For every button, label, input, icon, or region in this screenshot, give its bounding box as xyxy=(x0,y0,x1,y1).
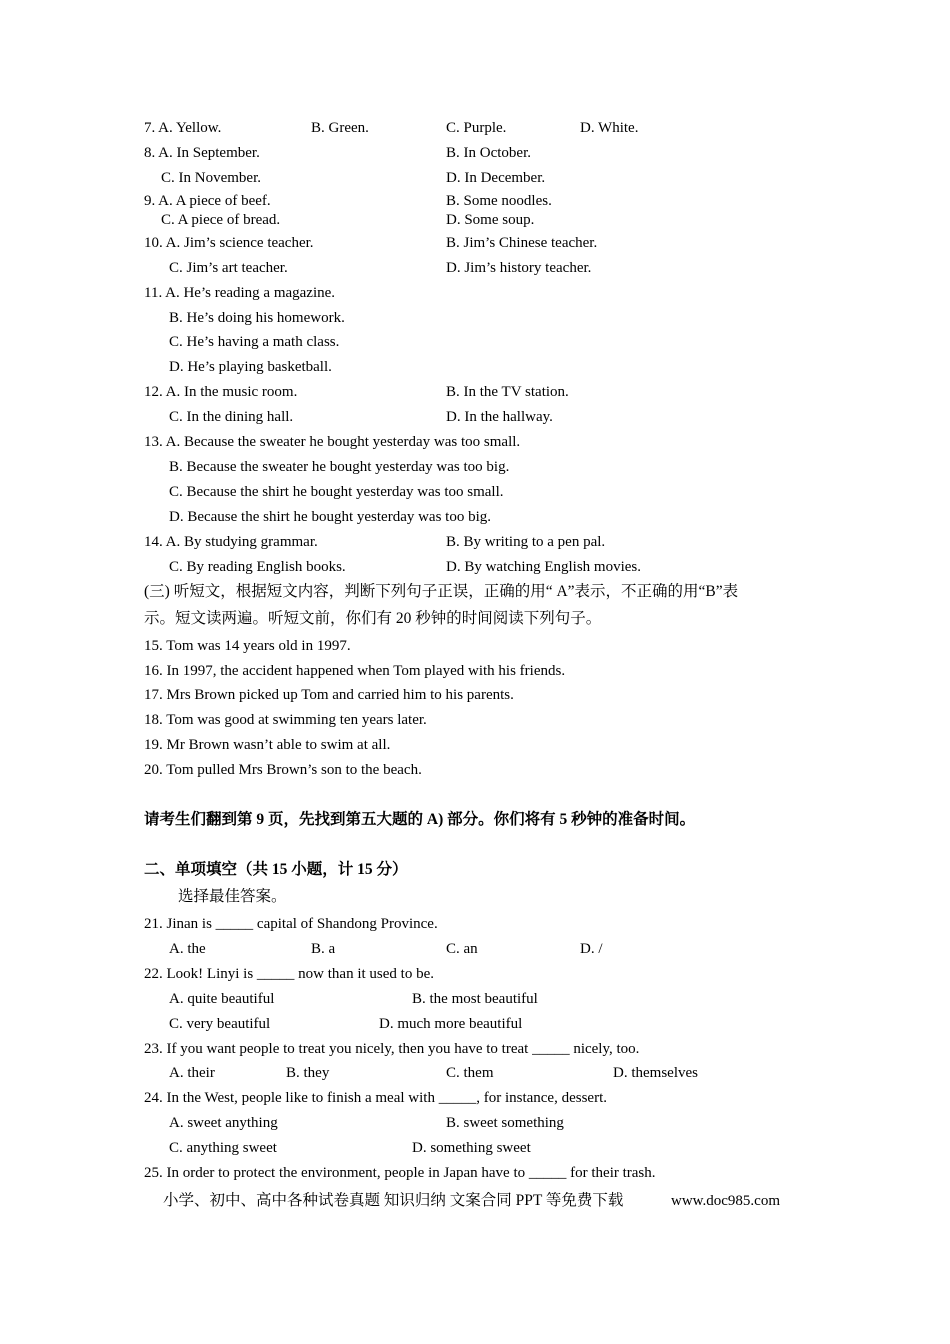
q23-stem: 23. If you want people to treat you nicely, then you have to treat _____ nicely, too. xyxy=(144,1041,640,1057)
q12-option-b: B. In the TV station. xyxy=(446,384,569,400)
q22-option-c: C. very beautiful xyxy=(169,1016,271,1032)
q7-option-d: D. White. xyxy=(580,120,639,136)
q13-option-a: 13. A. Because the sweater he bought yesterday was too small. xyxy=(144,434,521,450)
footer-website-link[interactable]: www.doc985.com xyxy=(671,1193,781,1209)
q12-option-d: D. In the hallway. xyxy=(446,409,553,425)
q24-option-d: D. something sweet xyxy=(412,1140,531,1156)
q11-option-d: D. He’s playing basketball. xyxy=(169,359,332,375)
part3-instruction-line2: 示。短文读两遍。听短文前，你们有 20 秒钟的时间阅读下列句子。 xyxy=(144,610,602,627)
tf-statement: 17. Mrs Brown picked up Tom and carried him to his parents. xyxy=(144,687,514,703)
q25-stem: 25. In order to protect the environment, people in Japan have to _____ for their trash. xyxy=(144,1165,656,1181)
q12-option-a: 12. A. In the music room. xyxy=(144,384,298,400)
q14-option-b: B. By writing to a pen pal. xyxy=(446,534,606,550)
q8-option-b: B. In October. xyxy=(446,145,531,161)
footer-promo-text: 小学、初中、高中各种试卷真题 知识归纳 文案合同 PPT 等免费下载 xyxy=(163,1192,624,1209)
q23-option-c: C. them xyxy=(446,1065,494,1081)
q21-option-b: B. a xyxy=(311,941,336,957)
q22-option-b: B. the most beautiful xyxy=(412,991,538,1007)
q23-option-d: D. themselves xyxy=(613,1065,698,1081)
part3-instruction-line1: (三) 听短文，根据短文内容，判断下列句子正误，正确的用“ A”表示，不正确的用“B”表 xyxy=(144,583,739,600)
section-2-title: 二、单项填空（共 15 小题，计 15 分） xyxy=(144,861,408,878)
q23-option-b: B. they xyxy=(286,1065,330,1081)
q24-option-c: C. anything sweet xyxy=(169,1140,277,1156)
q9-option-b: B. Some noodles. xyxy=(446,193,552,209)
q9-option-c: C. A piece of bread. xyxy=(161,212,281,228)
q10-option-d: D. Jim’s history teacher. xyxy=(446,260,592,276)
q24-option-b: B. sweet something xyxy=(446,1115,564,1131)
q22-stem: 22. Look! Linyi is _____ now than it used to be. xyxy=(144,966,434,982)
q13-option-d: D. Because the shirt he bought yesterday was too big. xyxy=(169,509,492,525)
q9-option-d: D. Some soup. xyxy=(446,212,535,228)
q21-stem: 21. Jinan is _____ capital of Shandong Province. xyxy=(144,916,438,932)
q22-option-d: D. much more beautiful xyxy=(379,1016,523,1032)
q21-option-a: A. the xyxy=(169,941,206,957)
q21-option-d: D. / xyxy=(580,941,603,957)
turn-page-notice: 请考生们翻到第 9 页，先找到第五大题的 A) 部分。你们将有 5 秒钟的准备时间。 xyxy=(144,811,696,828)
q7-option-c: C. Purple. xyxy=(446,120,507,136)
q22-option-a: A. quite beautiful xyxy=(169,991,275,1007)
q14-option-a: 14. A. By studying grammar. xyxy=(144,534,318,550)
q10-option-a: 10. A. Jim’s science teacher. xyxy=(144,235,314,251)
q12-option-c: C. In the dining hall. xyxy=(169,409,294,425)
q24-option-a: A. sweet anything xyxy=(169,1115,278,1131)
q11-option-c: C. He’s having a math class. xyxy=(169,334,340,350)
tf-statement: 16. In 1997, the accident happened when Tom played with his friends. xyxy=(144,663,566,679)
tf-statement: 19. Mr Brown wasn’t able to swim at all. xyxy=(144,737,391,753)
q24-stem: 24. In the West, people like to finish a meal with _____, for instance, dessert. xyxy=(144,1090,607,1106)
q7-option-b: B. Green. xyxy=(311,120,369,136)
q23-option-a: A. their xyxy=(169,1065,215,1081)
q13-option-b: B. Because the sweater he bought yesterday was too big. xyxy=(169,459,510,475)
tf-statement: 15. Tom was 14 years old in 1997. xyxy=(144,638,351,654)
q11-option-b: B. He’s doing his homework. xyxy=(169,310,345,326)
tf-statement: 20. Tom pulled Mrs Brown’s son to the beach. xyxy=(144,762,422,778)
q21-option-c: C. an xyxy=(446,941,478,957)
q11-option-a: 11. A. He’s reading a magazine. xyxy=(144,285,336,301)
q8-option-d: D. In December. xyxy=(446,170,546,186)
q9-option-a: 9. A. A piece of beef. xyxy=(144,193,271,209)
tf-statement: 18. Tom was good at swimming ten years later. xyxy=(144,712,427,728)
q13-option-c: C. Because the shirt he bought yesterday was too small. xyxy=(169,484,504,500)
section-2-instruction: 选择最佳答案。 xyxy=(178,888,287,905)
q14-option-d: D. By watching English movies. xyxy=(446,559,641,575)
q8-option-a: 8. A. In September. xyxy=(144,145,260,161)
q10-option-c: C. Jim’s art teacher. xyxy=(169,260,288,276)
q10-option-b: B. Jim’s Chinese teacher. xyxy=(446,235,598,251)
q14-option-c: C. By reading English books. xyxy=(169,559,346,575)
q7-option-a: 7. A. Yellow. xyxy=(144,120,222,136)
q8-option-c: C. In November. xyxy=(161,170,261,186)
